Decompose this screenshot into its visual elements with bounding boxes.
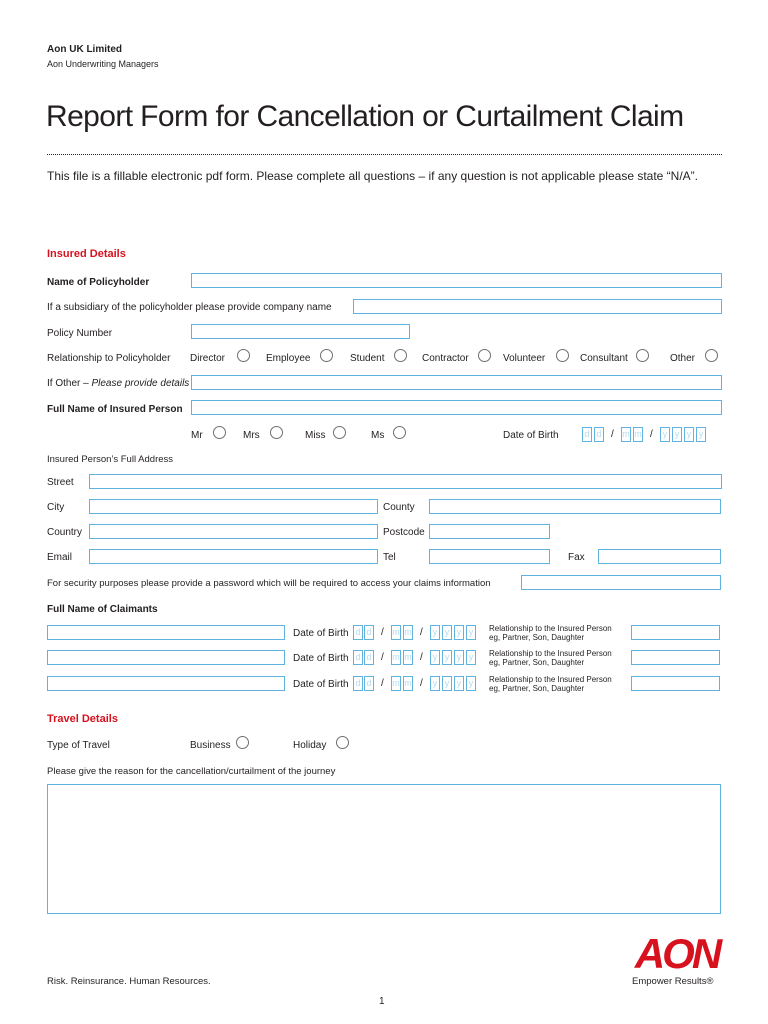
- country-input[interactable]: [89, 524, 378, 539]
- claimant-relationship-label: Relationship to the Insured Person: [489, 624, 612, 633]
- claimant-dob-cell[interactable]: m: [391, 650, 401, 665]
- claimant-relationship-input[interactable]: [631, 650, 720, 665]
- insured-section-title: Insured Details: [47, 248, 126, 260]
- travel-option-label: Holiday: [293, 740, 327, 751]
- travel-holiday-radio[interactable]: [336, 736, 349, 749]
- postcode-input[interactable]: [429, 524, 550, 539]
- claimant-dob-cell[interactable]: m: [403, 625, 413, 640]
- aon-logo-text: AON: [634, 932, 720, 974]
- claimants-title: Full Name of Claimants: [47, 604, 158, 615]
- claimant-name-input[interactable]: [47, 625, 285, 640]
- claimant-dob-cell[interactable]: y: [430, 625, 440, 640]
- email-label: Email: [47, 552, 73, 563]
- travel-section-title: Travel Details: [47, 713, 118, 725]
- footer-tagline: Risk. Reinsurance. Human Resources.: [47, 976, 211, 987]
- claimant-dob-cell[interactable]: y: [466, 676, 476, 691]
- claimant-dob-cell[interactable]: y: [454, 650, 464, 665]
- fax-label: Fax: [568, 552, 585, 563]
- claimant-relationship-input[interactable]: [631, 676, 720, 691]
- relationship-volunteer-radio[interactable]: [556, 349, 569, 362]
- page-title: Report Form for Cancellation or Curtailment Claim: [46, 100, 684, 133]
- claimant-relationship-hint: eg, Partner, Son, Daughter: [489, 633, 585, 642]
- date-separator: /: [381, 652, 384, 663]
- claimant-dob-label: Date of Birth: [293, 653, 349, 664]
- date-separator: /: [420, 652, 423, 663]
- claimant-relationship-input[interactable]: [631, 625, 720, 640]
- country-label: Country: [47, 527, 83, 538]
- title-miss-radio[interactable]: [333, 426, 346, 439]
- claimant-dob-cell[interactable]: d: [353, 625, 363, 640]
- travel-type-label: Type of Travel: [47, 740, 110, 751]
- relationship-director-radio[interactable]: [237, 349, 250, 362]
- county-input[interactable]: [429, 499, 721, 514]
- date-separator: /: [420, 627, 423, 638]
- relationship-consultant-radio[interactable]: [636, 349, 649, 362]
- title-option-label: Mr: [191, 430, 203, 441]
- tel-label: Tel: [383, 552, 396, 563]
- relationship-label: Relationship to Policyholder: [47, 353, 171, 364]
- policyholder-name-input[interactable]: [191, 273, 722, 288]
- title-option-label: Mrs: [243, 430, 260, 441]
- dob-day-cell[interactable]: d: [582, 427, 592, 442]
- relationship-student-radio[interactable]: [394, 349, 407, 362]
- dob-month-cell[interactable]: m: [633, 427, 643, 442]
- claimant-dob-cell[interactable]: y: [454, 676, 464, 691]
- city-input[interactable]: [89, 499, 378, 514]
- relationship-employee-radio[interactable]: [320, 349, 333, 362]
- date-separator: /: [420, 678, 423, 689]
- division-name: Aon Underwriting Managers: [47, 59, 159, 69]
- insured-full-name-input[interactable]: [191, 400, 722, 415]
- date-separator: /: [381, 678, 384, 689]
- claimant-dob-cell[interactable]: m: [403, 676, 413, 691]
- relationship-other-radio[interactable]: [705, 349, 718, 362]
- date-separator: /: [650, 429, 653, 440]
- title-divider: [47, 154, 722, 155]
- fax-input[interactable]: [598, 549, 721, 564]
- intro-text: This file is a fillable electronic pdf form. Please complete all questions – if any question is not applicable please state “N/A”.: [47, 169, 698, 183]
- relationship-option-label: Employee: [266, 353, 311, 364]
- reason-label: Please give the reason for the cancellation/curtailment of the journey: [47, 766, 336, 777]
- relationship-option-label: Volunteer: [503, 353, 546, 364]
- claimant-relationship-hint: eg, Partner, Son, Daughter: [489, 684, 585, 693]
- address-label: Insured Person’s Full Address: [47, 454, 174, 465]
- claimant-dob-label: Date of Birth: [293, 679, 349, 690]
- dob-year-cell[interactable]: y: [660, 427, 670, 442]
- policyholder-label: Name of Policyholder: [47, 277, 150, 288]
- aon-slogan: Empower Results®: [632, 976, 714, 987]
- claimant-dob-cell[interactable]: y: [454, 625, 464, 640]
- date-separator: /: [381, 627, 384, 638]
- reason-textarea[interactable]: [47, 784, 721, 914]
- title-option-label: Miss: [305, 430, 326, 441]
- relationship-option-label: Student: [350, 353, 385, 364]
- claimant-dob-cell[interactable]: y: [442, 676, 452, 691]
- company-name: Aon UK Limited: [47, 44, 122, 55]
- claimant-dob-cell[interactable]: y: [442, 650, 452, 665]
- travel-business-radio[interactable]: [236, 736, 249, 749]
- street-input[interactable]: [89, 474, 722, 489]
- claimant-relationship-label: Relationship to the Insured Person: [489, 675, 612, 684]
- insured-full-name-label: Full Name of Insured Person: [47, 404, 183, 415]
- claimant-dob-cell[interactable]: y: [430, 676, 440, 691]
- claimant-dob-cell[interactable]: m: [391, 676, 401, 691]
- relationship-option-label: Contractor: [422, 353, 469, 364]
- claimant-dob-cell[interactable]: d: [353, 650, 363, 665]
- dob-year-cell[interactable]: y: [684, 427, 694, 442]
- password-input[interactable]: [521, 575, 721, 590]
- claimant-name-input[interactable]: [47, 676, 285, 691]
- tel-input[interactable]: [429, 549, 550, 564]
- policy-number-label: Policy Number: [47, 328, 113, 339]
- claimant-dob-cell[interactable]: y: [442, 625, 452, 640]
- policy-number-input[interactable]: [191, 324, 410, 339]
- dob-year-cell[interactable]: y: [672, 427, 682, 442]
- claimant-relationship-label: Relationship to the Insured Person: [489, 649, 612, 658]
- page-number: 1: [379, 996, 385, 1007]
- claimant-dob-cell[interactable]: d: [364, 650, 374, 665]
- if-other-input[interactable]: [191, 375, 722, 390]
- relationship-contractor-radio[interactable]: [478, 349, 491, 362]
- claimant-dob-cell[interactable]: d: [353, 676, 363, 691]
- date-separator: /: [611, 429, 614, 440]
- claimant-dob-cell[interactable]: y: [466, 650, 476, 665]
- claimant-dob-label: Date of Birth: [293, 628, 349, 639]
- relationship-option-label: Consultant: [580, 353, 628, 364]
- relationship-option-label: Other: [670, 353, 696, 364]
- claimant-dob-cell[interactable]: d: [364, 676, 374, 691]
- title-option-label: Ms: [371, 430, 385, 441]
- travel-option-label: Business: [190, 740, 231, 751]
- aon-logo-mark: [630, 932, 724, 974]
- city-label: City: [47, 502, 65, 513]
- if-other-hint: Please provide details: [91, 378, 190, 389]
- title-mrs-radio[interactable]: [270, 426, 283, 439]
- aon-logo: [630, 932, 724, 974]
- claimant-name-input[interactable]: [47, 650, 285, 665]
- if-other-label: [47, 378, 189, 390]
- relationship-option-label: Director: [190, 353, 226, 364]
- street-label: Street: [47, 477, 74, 488]
- dob-day-cell[interactable]: d: [594, 427, 604, 442]
- if-other-prefix: If Other –: [47, 378, 92, 389]
- title-mr-radio[interactable]: [213, 426, 226, 439]
- claimant-relationship-hint: eg, Partner, Son, Daughter: [489, 658, 585, 667]
- claimant-dob-cell[interactable]: y: [430, 650, 440, 665]
- dob-month-cell[interactable]: m: [621, 427, 631, 442]
- email-input[interactable]: [89, 549, 378, 564]
- county-label: County: [383, 502, 415, 513]
- claimant-dob-cell[interactable]: m: [391, 625, 401, 640]
- claimant-dob-cell[interactable]: d: [364, 625, 374, 640]
- dob-year-cell[interactable]: y: [696, 427, 706, 442]
- subsidiary-label: If a subsidiary of the policyholder please provide company name: [47, 302, 332, 313]
- postcode-label: Postcode: [383, 527, 425, 538]
- subsidiary-input[interactable]: [353, 299, 722, 314]
- claimant-dob-cell[interactable]: y: [466, 625, 476, 640]
- insured-dob-label: Date of Birth: [503, 430, 559, 441]
- password-label: For security purposes please provide a password which will be required to access your claims information: [47, 578, 491, 589]
- title-ms-radio[interactable]: [393, 426, 406, 439]
- claimant-dob-cell[interactable]: m: [403, 650, 413, 665]
